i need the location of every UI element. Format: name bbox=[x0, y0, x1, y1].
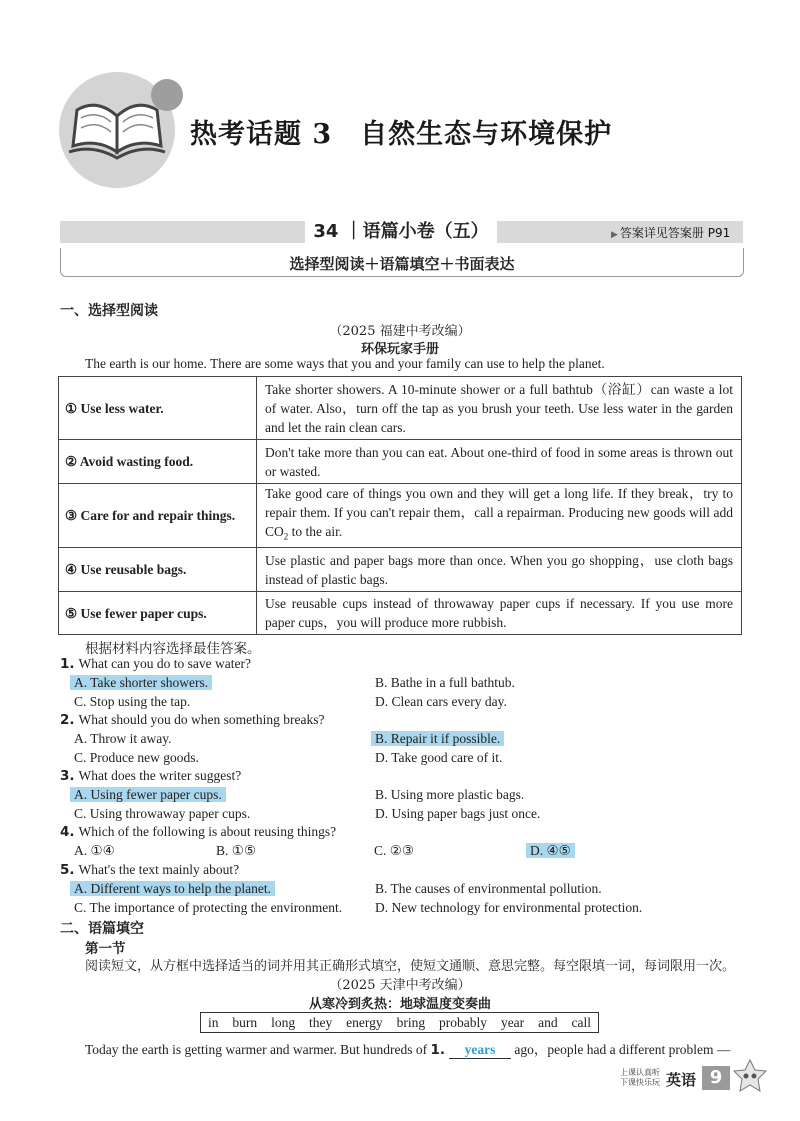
table-row bbox=[59, 377, 742, 440]
question-2 bbox=[60, 712, 324, 728]
table-row bbox=[59, 484, 742, 548]
question-text: What does the writer suggest? bbox=[78, 768, 242, 783]
passage-text: ago，people had a different problem — bbox=[511, 1042, 731, 1057]
word-bank bbox=[200, 1012, 599, 1033]
page-number: 9 bbox=[702, 1066, 730, 1090]
quiz-subtitle: 选择型阅读＋语篇填空＋书面表达 bbox=[289, 255, 515, 273]
word-bank-item: year bbox=[500, 1014, 525, 1030]
answer-highlight: A. Different ways to help the planet. bbox=[70, 881, 275, 896]
tip-label: ③ Care for and repair things. bbox=[59, 484, 257, 548]
q4-option-c[interactable]: C. ②③ bbox=[374, 843, 414, 858]
word-bank-item: burn bbox=[232, 1014, 258, 1030]
word-bank-item: bring bbox=[396, 1014, 426, 1030]
footer-slogan-line: 上课认真听 bbox=[620, 1068, 660, 1077]
answer-highlight: A. Take shorter showers. bbox=[70, 675, 212, 690]
page-title: 热考话题 3 自然生态与环境保护 bbox=[190, 119, 613, 150]
quiz-title: 34 ｜语篇小卷（五） bbox=[305, 218, 497, 246]
tip-text: Don't take more than you can eat. About one-third of food in some areas is thrown out or wasted. bbox=[257, 440, 742, 484]
q1-option-d[interactable]: D. Clean cars every day. bbox=[375, 694, 507, 709]
q2-option-b[interactable] bbox=[371, 731, 504, 747]
blank-1-answer[interactable]: years bbox=[449, 1042, 511, 1059]
section2-heading: 二、语篇填空 bbox=[60, 921, 144, 937]
blank-number: 1. bbox=[430, 1042, 445, 1058]
answer-highlight: D. ④⑤ bbox=[526, 843, 575, 858]
section2-instruction: 阅读短文，从方框中选择适当的词并用其正确形式填空，使短文通顺、意思完整。每空限填一词，每词限用一次。 bbox=[85, 959, 736, 974]
word-bank-item: in bbox=[207, 1014, 219, 1030]
q5-option-d[interactable]: D. New technology for environmental protection. bbox=[375, 900, 643, 915]
tip-text-part: to the air. bbox=[288, 524, 343, 540]
q3-option-a[interactable] bbox=[70, 787, 226, 803]
question-1 bbox=[60, 656, 251, 672]
question-3 bbox=[60, 768, 241, 784]
question-text: Which of the following is about reusing things? bbox=[78, 824, 337, 839]
section1-instruction: 根据材料内容选择最佳答案。 bbox=[85, 641, 261, 657]
table-row bbox=[59, 592, 742, 635]
mascot-icon bbox=[730, 1058, 770, 1094]
footer-slogan-line: 下课快乐玩 bbox=[620, 1078, 660, 1087]
tip-text bbox=[257, 484, 742, 548]
q3-option-c[interactable]: C. Using throwaway paper cups. bbox=[74, 806, 251, 821]
word-bank-item: long bbox=[271, 1014, 296, 1030]
section2-passage-title: 从寒冷到炙热：地球温度变奏曲 bbox=[308, 997, 491, 1012]
word-bank-item: energy bbox=[346, 1014, 383, 1030]
tip-label: ① Use less water. bbox=[59, 377, 257, 440]
tip-subscript: 2 bbox=[283, 531, 289, 542]
q1-option-c[interactable]: C. Stop using the tap. bbox=[74, 694, 191, 709]
question-5 bbox=[60, 862, 239, 878]
section1-passage-title: 环保玩家手册 bbox=[360, 342, 439, 357]
question-text: What's the text mainly about? bbox=[78, 862, 240, 877]
q5-option-c[interactable]: C. The importance of protecting the environment. bbox=[74, 900, 343, 915]
section2-source: （2025 天津中考改编） bbox=[329, 978, 471, 993]
question-number: 5. bbox=[60, 862, 75, 878]
q5-option-b[interactable]: B. The causes of environmental pollution. bbox=[375, 881, 602, 896]
footer-slogan bbox=[620, 1068, 660, 1088]
section1-heading: 一、选择型阅读 bbox=[60, 303, 158, 319]
question-4 bbox=[60, 824, 336, 840]
q5-option-a[interactable] bbox=[70, 881, 275, 897]
question-number: 2. bbox=[60, 712, 75, 728]
answer-reference-text: 答案详见答案册 P91 bbox=[619, 226, 731, 240]
q3-option-b[interactable]: B. Using more plastic bags. bbox=[375, 787, 525, 802]
q4-option-b[interactable]: B. ①⑤ bbox=[216, 843, 256, 858]
table-row bbox=[59, 548, 742, 592]
tip-label: ② Avoid wasting food. bbox=[59, 440, 257, 484]
tip-text-part: Take good care of things you own and they will get a long life. If they break，try to repair them. If you can't repair them，call a repairman. Producing new goods will add CO bbox=[265, 486, 733, 540]
table-row bbox=[59, 440, 742, 484]
tip-label: ⑤ Use fewer paper cups. bbox=[59, 592, 257, 635]
answer-highlight: B. Repair it if possible. bbox=[371, 731, 504, 746]
question-text: What should you do when something breaks? bbox=[78, 712, 325, 727]
passage-line-1 bbox=[85, 1038, 730, 1059]
footer-subject: 英语 bbox=[666, 1071, 697, 1089]
word-bank-item: probably bbox=[439, 1014, 488, 1030]
word-bank-item: and bbox=[538, 1014, 558, 1030]
q2-option-d[interactable]: D. Take good care of it. bbox=[375, 750, 503, 765]
q1-option-a[interactable] bbox=[70, 675, 212, 691]
tip-text: Use reusable cups instead of throwaway paper cups if necessary. If you use more paper cups，you will produce more rubbish. bbox=[257, 592, 742, 635]
q4-option-a[interactable]: A. ①④ bbox=[74, 843, 115, 858]
triangle-icon: ▶ bbox=[611, 230, 618, 240]
question-number: 3. bbox=[60, 768, 75, 784]
section1-intro: The earth is our home. There are some ways that you and your family can use to help the planet. bbox=[85, 356, 605, 371]
answer-highlight: A. Using fewer paper cups. bbox=[70, 787, 226, 802]
question-number: 4. bbox=[60, 824, 75, 840]
tip-text: Use plastic and paper bags more than once. When you go shopping，use cloth bags instead of plastic bags. bbox=[257, 548, 742, 592]
q4-option-d[interactable] bbox=[526, 843, 575, 859]
q2-option-a[interactable]: A. Throw it away. bbox=[74, 731, 172, 746]
book-logo-icon bbox=[55, 68, 190, 193]
question-number: 1. bbox=[60, 656, 75, 672]
passage-text: Today the earth is getting warmer and warmer. But hundreds of bbox=[85, 1042, 431, 1057]
q1-option-b[interactable]: B. Bathe in a full bathtub. bbox=[375, 675, 515, 690]
q3-option-d[interactable]: D. Using paper bags just once. bbox=[375, 806, 541, 821]
section2-part: 第一节 bbox=[85, 941, 126, 957]
question-text: What can you do to save water? bbox=[78, 656, 251, 671]
tip-text: Take shorter showers. A 10-minute shower or a full bathtub（浴缸）can waste a lot of water. Also，turn off the tap as you brush your teeth. Use less water in the garden and let the rain clean cars. bbox=[257, 377, 742, 440]
word-bank-item: they bbox=[309, 1014, 333, 1030]
section1-source: （2025 福建中考改编） bbox=[329, 324, 471, 339]
tips-table bbox=[58, 376, 742, 635]
q2-option-c[interactable]: C. Produce new goods. bbox=[74, 750, 199, 765]
answer-reference bbox=[611, 225, 730, 243]
tip-label: ④ Use reusable bags. bbox=[59, 548, 257, 592]
word-bank-item: call bbox=[571, 1014, 592, 1030]
